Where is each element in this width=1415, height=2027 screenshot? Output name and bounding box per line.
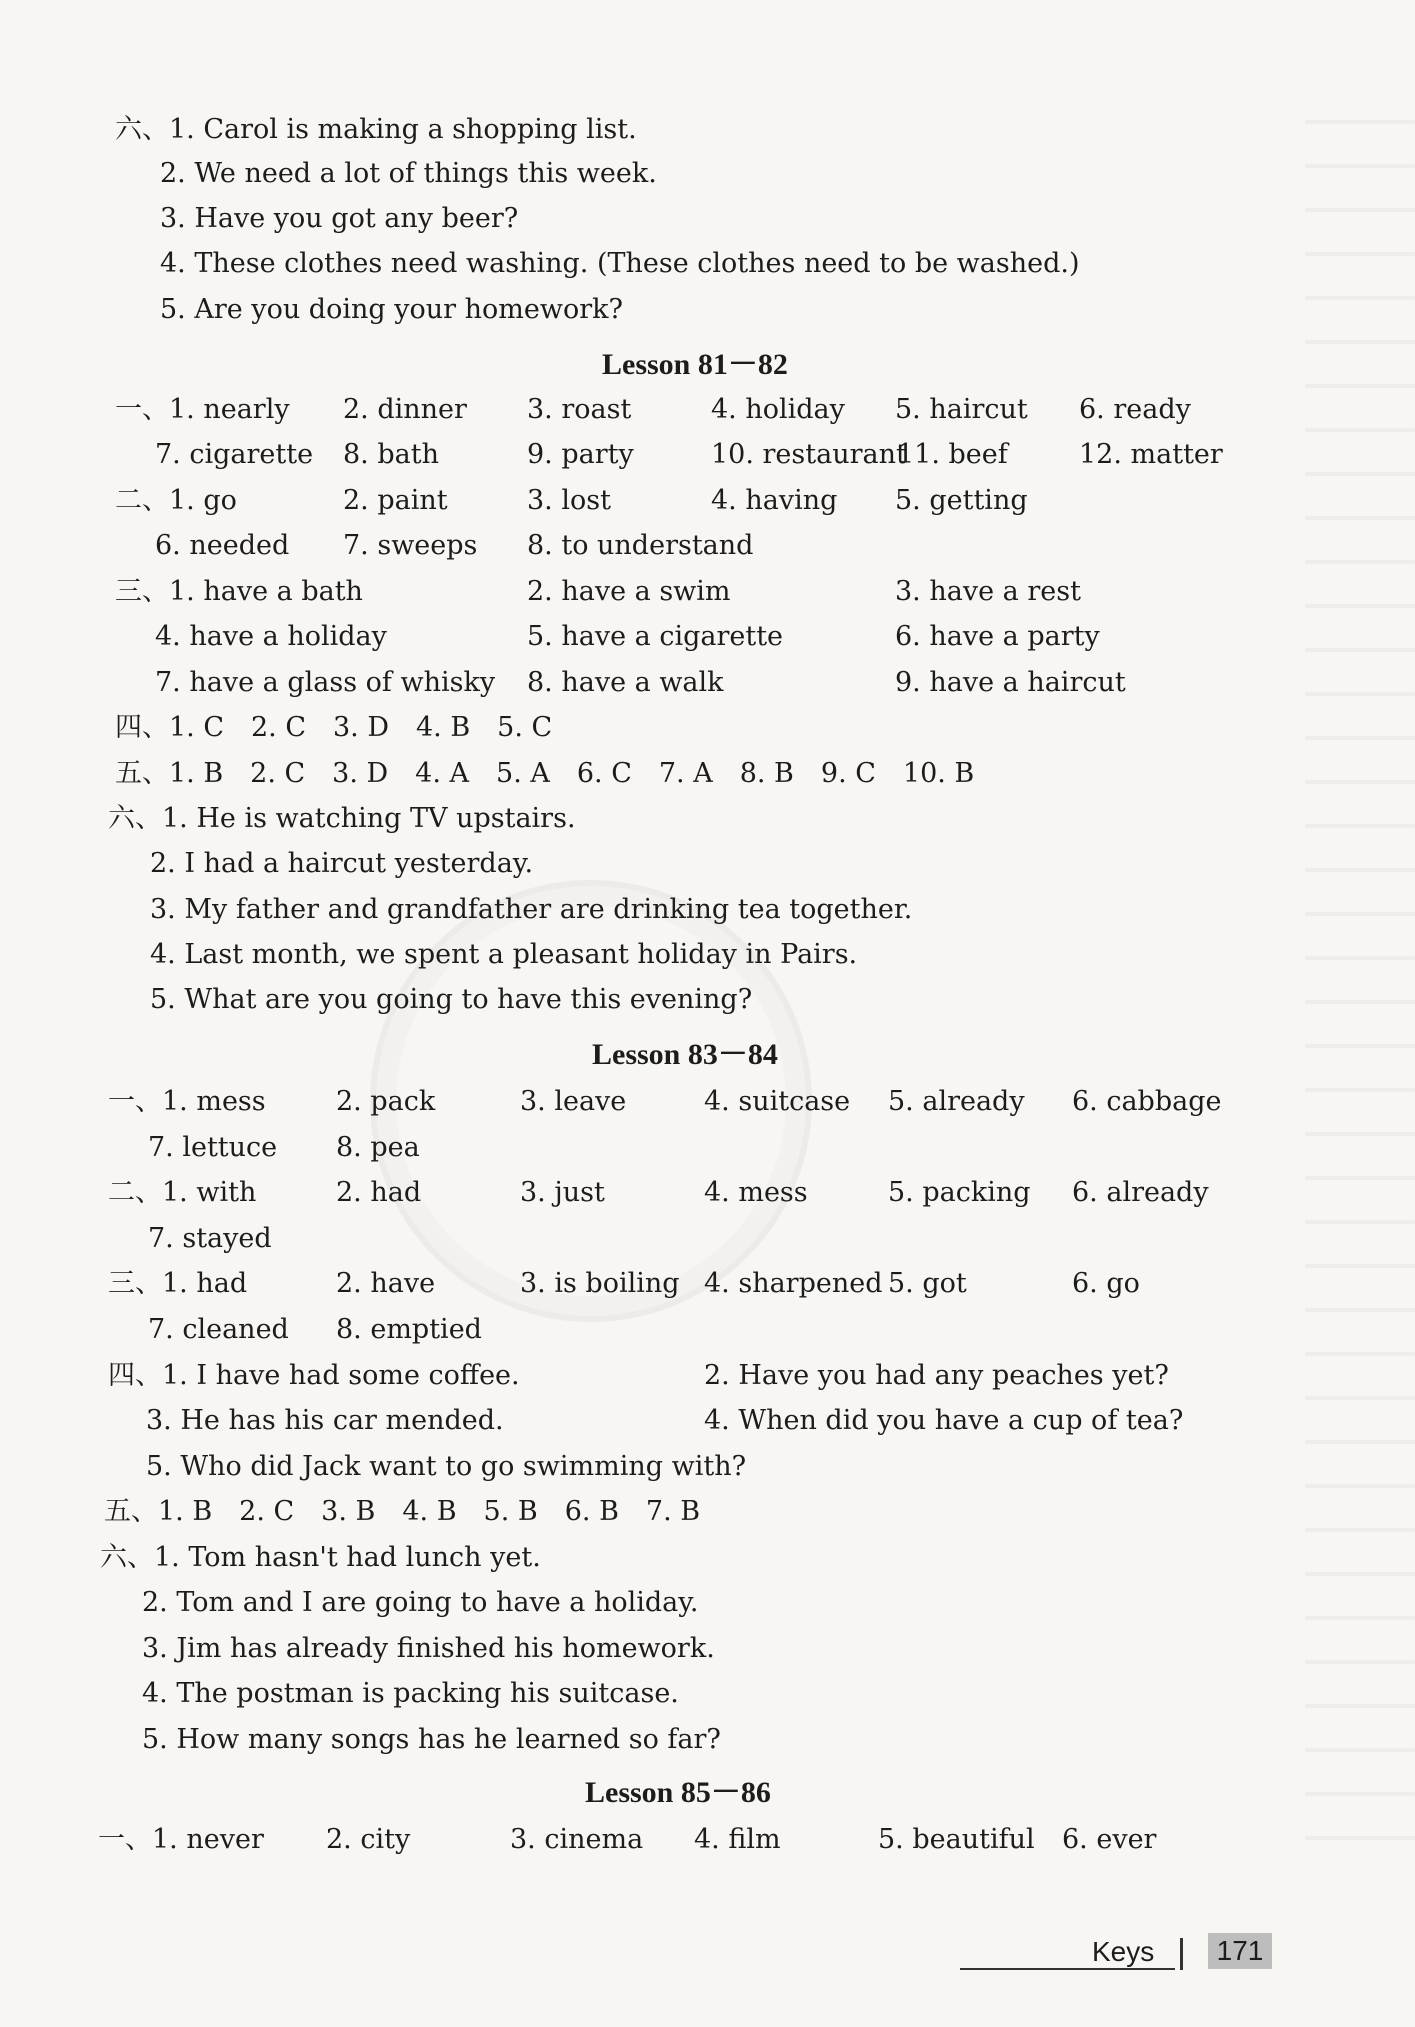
footer-divider — [1180, 1938, 1183, 1970]
answer-item: 6. have a party — [895, 621, 1100, 652]
answer-item: 2. have a swim — [527, 576, 731, 607]
answer-item: 2. I had a haircut yesterday. — [150, 848, 534, 879]
answer-item: 2. pack — [336, 1086, 436, 1117]
answer-item: 8. emptied — [336, 1314, 482, 1345]
answer-item: 四、1. C 2. C 3. D 4. B 5. C — [115, 712, 553, 743]
answer-item: 7. sweeps — [343, 530, 478, 561]
answer-item: 5. Are you doing your homework? — [160, 294, 623, 325]
answer-item: 3. My father and grandfather are drinking tea together. — [150, 894, 913, 925]
answer-item: 一、1. never — [98, 1824, 264, 1855]
answer-item: 三、1. had — [108, 1268, 248, 1299]
answer-item: 5. getting — [895, 485, 1028, 516]
answer-item: 6. needed — [155, 530, 290, 561]
answer-item: 7. stayed — [148, 1223, 272, 1254]
answer-item: 六、1. Tom hasn't had lunch yet. — [100, 1542, 541, 1573]
answer-item: 4. When did you have a cup of tea? — [704, 1405, 1184, 1436]
answer-item: 五、1. B 2. C 3. D 4. A 5. A 6. C 7. A 8. B 9. C 10. B — [115, 758, 975, 789]
answer-item: 9. party — [527, 439, 634, 470]
answer-item: 六、1. Carol is making a shopping list. — [115, 114, 637, 145]
answer-item: 7. lettuce — [148, 1132, 278, 1163]
answer-item: 7. cleaned — [148, 1314, 289, 1345]
answer-item: 2. city — [326, 1824, 411, 1855]
answer-item: 2. paint — [343, 485, 448, 516]
answer-item: 8. have a walk — [527, 667, 724, 698]
answer-item: 6. ready — [1079, 394, 1191, 425]
answer-item: 2. had — [336, 1177, 422, 1208]
answer-item: 一、1. nearly — [115, 394, 290, 425]
answer-item: 5. got — [888, 1268, 967, 1299]
answer-item: 五、1. B 2. C 3. B 4. B 5. B 6. B 7. B — [104, 1496, 701, 1527]
answer-item: 4. These clothes need washing. (These clothes need to be washed.) — [160, 248, 1080, 279]
answer-item: 8. to understand — [527, 530, 754, 561]
answer-item: 3. lost — [527, 485, 611, 516]
answer-item: 4. have a holiday — [155, 621, 387, 652]
answer-item: 3. Jim has already finished his homework. — [142, 1633, 715, 1664]
answer-item: 4. holiday — [711, 394, 845, 425]
answer-item: 六、1. He is watching TV upstairs. — [108, 803, 576, 834]
answer-item: 4. film — [694, 1824, 781, 1855]
answer-item: 5. already — [888, 1086, 1025, 1117]
facing-page-bleed — [1305, 120, 1415, 1880]
answer-item: 3. cinema — [510, 1824, 644, 1855]
answer-item: 4. sharpened — [704, 1268, 883, 1299]
answer-item: 5. packing — [888, 1177, 1031, 1208]
answer-item: 2. Have you had any peaches yet? — [704, 1360, 1169, 1391]
answer-item: 2. Tom and I are going to have a holiday. — [142, 1587, 699, 1618]
answer-item: 10. restaurant — [711, 439, 907, 470]
answer-item: 5. beautiful — [878, 1824, 1035, 1855]
footer-section-label: Keys — [1092, 1936, 1155, 1967]
answer-item: 3. He has his car mended. — [146, 1405, 504, 1436]
page-number: 171 — [1208, 1933, 1272, 1969]
answer-item: 4. having — [711, 485, 838, 516]
answer-item: 2. We need a lot of things this week. — [160, 158, 657, 189]
answer-item: 5. How many songs has he learned so far? — [142, 1724, 721, 1755]
answer-item: 12. matter — [1079, 439, 1223, 470]
answer-item: 9. have a haircut — [895, 667, 1126, 698]
answer-item: 5. Who did Jack want to go swimming with? — [146, 1451, 747, 1482]
answer-item: 2. dinner — [343, 394, 467, 425]
answer-item: 4. mess — [704, 1177, 808, 1208]
answer-item: 3. leave — [520, 1086, 627, 1117]
answer-item: 5. have a cigarette — [527, 621, 784, 652]
answer-item: 4. suitcase — [704, 1086, 851, 1117]
answer-item: 3. is boiling — [520, 1268, 680, 1299]
lesson-heading: Lesson 85－86 — [585, 1776, 771, 1809]
answer-item: 二、1. with — [108, 1177, 257, 1208]
answer-item: 3. roast — [527, 394, 632, 425]
answer-item: 3. Have you got any beer? — [160, 203, 519, 234]
answer-item: 6. cabbage — [1072, 1086, 1222, 1117]
answer-item: 4. Last month, we spent a pleasant holiday in Pairs. — [150, 939, 858, 970]
answer-item: 6. go — [1072, 1268, 1140, 1299]
footer-rule — [960, 1968, 1175, 1970]
answer-item: 7. have a glass of whisky — [155, 667, 496, 698]
answer-item: 四、1. I have had some coffee. — [108, 1360, 520, 1391]
answer-item: 5. haircut — [895, 394, 1028, 425]
answer-item: 二、1. go — [115, 485, 237, 516]
answer-item: 2. have — [336, 1268, 436, 1299]
answer-item: 三、1. have a bath — [115, 576, 363, 607]
answer-item: 一、1. mess — [108, 1086, 266, 1117]
answer-item: 4. The postman is packing his suitcase. — [142, 1678, 679, 1709]
answer-item: 3. just — [520, 1177, 605, 1208]
answer-item: 11. beef — [897, 439, 1008, 470]
answer-item: 6. ever — [1062, 1824, 1157, 1855]
answer-item: 8. bath — [343, 439, 439, 470]
lesson-heading: Lesson 83－84 — [592, 1038, 778, 1071]
answer-item: 3. have a rest — [895, 576, 1081, 607]
lesson-heading: Lesson 81－82 — [602, 348, 788, 381]
answer-item: 7. cigarette — [155, 439, 314, 470]
answer-item: 5. What are you going to have this evening? — [150, 984, 753, 1015]
answer-item: 6. already — [1072, 1177, 1209, 1208]
answer-item: 8. pea — [336, 1132, 420, 1163]
